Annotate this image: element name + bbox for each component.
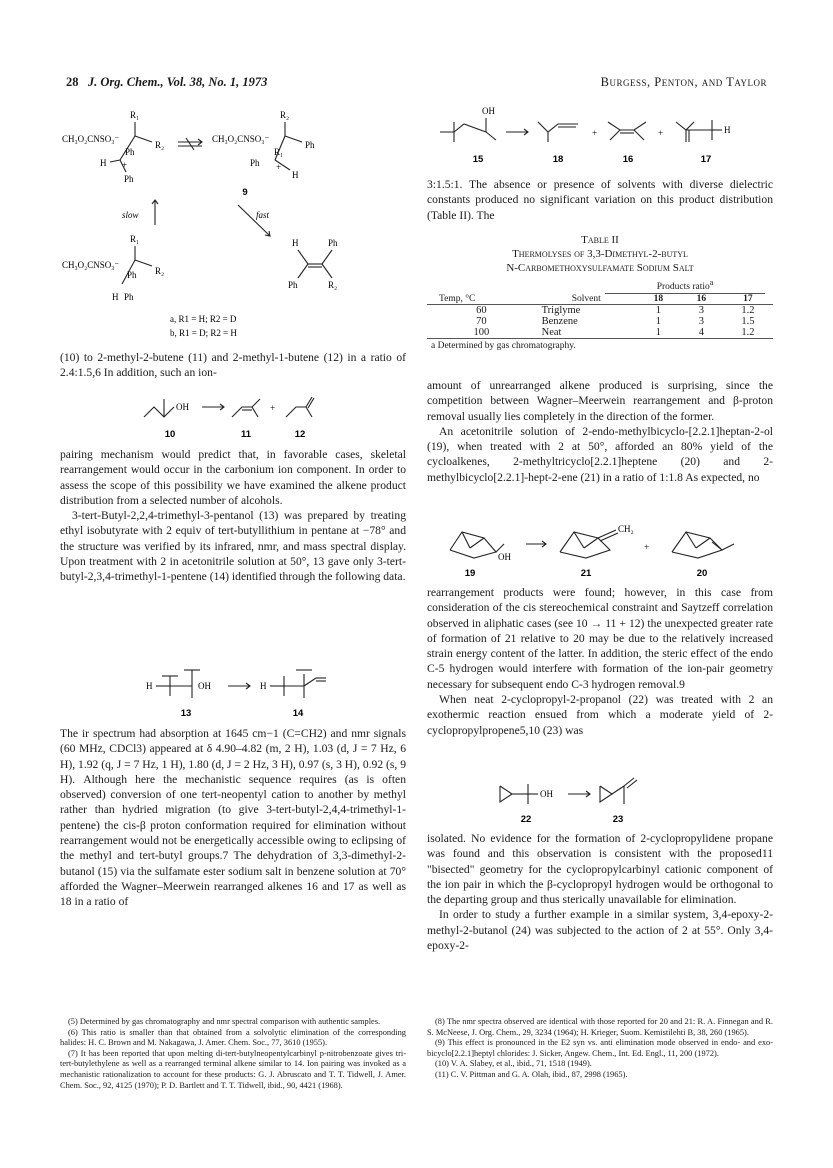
paragraph: An acetonitrile solution of 2-endo-methylbicyclo-[2.2.1]heptan-2-ol (19), when treated with 2 at 50°, afforded an 80% yield of the cycloalkenes, 2-methyltricyclo[2.2.1]heptene (20) and 2-methylbicyclo[2.2.1]-hept-2-ene (21) in a ratio of 1:1.8 As expected, no — [427, 424, 773, 484]
svg-text:OH: OH — [498, 552, 511, 562]
svg-text:R₁: R₁ — [130, 110, 140, 120]
footnote: (10) V. A. Slabey, et al., ibid., 71, 1518 (1949). — [435, 1059, 592, 1069]
svg-text:R₂: R₂ — [155, 266, 165, 276]
journal-citation: J. Org. Chem., Vol. 38, No. 1, 1973 — [87, 75, 268, 89]
svg-text:Ph: Ph — [328, 238, 338, 248]
paragraph: (10) to 2-methyl-2-butene (11) and 2-methyl-1-butene (12) in a ratio of 2.4:1.5,6 In addition, such an ion- — [60, 351, 406, 380]
compound-label-9: 9 — [242, 187, 248, 198]
svg-text:CH₂: CH₂ — [618, 524, 634, 534]
svg-text:R₁: R₁ — [130, 234, 140, 244]
paragraph: pairing mechanism would predict that, in favorable cases, skeletal rearrangement would occur in the carbonium ion component. In order to assess the scope of this possibility we have examined the alkene product distribution from a selected number of alcohols. — [60, 448, 406, 507]
page-number: 28 — [66, 75, 79, 89]
svg-text:Ph: Ph — [124, 292, 134, 302]
footnote: (11) C. V. Pittman and G. A. Olah, ibid., 87, 2998 (1965). — [435, 1069, 628, 1079]
paragraph: In order to study a further example in a similar system, 3,4-epoxy-2-methyl-2-butanol (24) was subjected to the action of 2 at 55°. Only 3,4-epoxy-2- — [427, 908, 773, 953]
svg-text:Ph: Ph — [305, 140, 315, 150]
svg-text:Ph: Ph — [125, 147, 135, 157]
svg-text:H: H — [724, 125, 731, 135]
svg-text:Ph: Ph — [124, 174, 134, 184]
table-footnote: a Determined by gas chromatography. — [431, 341, 576, 352]
scheme-13-to-14 — [140, 660, 360, 720]
col-header-solvent: Solvent — [571, 294, 601, 305]
footnote: (7) It has been reported that upon melting di-tert-butylneopentylcarbinyl p-nitrobenzoate gives tri-tert-butylethylene as well as a rearranged terminal alkene similar to 14. Ion pairing was invoked as a mechanistic rationalization to account for these products: G. J. Abruscato and T. T. Tidwell, J. Amer. Chem. Soc., 92, 4125 (1970); P. D. Bartlett and T. T. Tidwell, ibid., 90, 4421 (1968). — [60, 1048, 406, 1090]
right-column-body-3 — [427, 831, 773, 953]
svg-text:Ph: Ph — [250, 158, 260, 168]
footnote: (6) This ratio is smaller than that obtained from a solvolytic elimination of the corresponding halides: H. C. Brown and M. Nakagawa, J. Amer. Chem. Soc., 77, 3610 (1955). — [60, 1027, 406, 1048]
compound-label-20: 20 — [696, 568, 708, 578]
compound-label-14: 14 — [292, 708, 304, 719]
svg-text:+: + — [270, 403, 276, 413]
footnote: (9) This effect is pronounced in the E2 syn vs. anti elimination mode observed in endo- and exo-bicyclo[2.2.1]heptyl chlorides: J. Sicker, Angew. Chem., Int. Ed. Engl., 11, 200 (1972). — [427, 1038, 773, 1058]
svg-text:H: H — [292, 238, 299, 248]
left-column-body-2 — [60, 726, 406, 910]
paragraph: isolated. No evidence for the formation of 2-cyclopropylidene propane was found and this observation is consistent with the proposed11 "bisected" geometry for the cyclopropylcarbinyl cationic component of the ion pair in which the β-cyclopropyl hydrogen would be orthogonal to the departing group and thus sterically unavailable for elimination. — [427, 832, 773, 907]
svg-text:R₂: R₂ — [328, 280, 338, 290]
col-header-17: 17 — [743, 294, 753, 305]
svg-text:Ph: Ph — [127, 270, 137, 280]
svg-text:CH₃O₂CNSO₃⁻: CH₃O₂CNSO₃⁻ — [212, 134, 270, 144]
svg-text:H: H — [112, 292, 119, 302]
svg-text:+: + — [276, 162, 282, 172]
paragraph: When neat 2-cyclopropyl-2-propanol (22) was treated with 2 an exothermic reaction ensued from which a moderate yield of 2-cyclopropylpropene5,10 (23) was — [427, 693, 773, 737]
scheme-19-to-21-20 — [440, 510, 770, 578]
svg-text:Ph: Ph — [288, 280, 298, 290]
col-header-18: 18 — [653, 294, 664, 305]
footnote: (8) The nmr spectra observed are identical with those reported for 20 and 21: R. A. Finnegan and R. S. McNeese, J. Org. Chem., 29, 3234 (1964); H. Krieger, Suom. Kemistilehti B, 38, 260 (1965). — [427, 1017, 773, 1037]
legend-a: a, R1 = H; R2 = D — [170, 314, 237, 324]
svg-text:H: H — [146, 681, 153, 691]
svg-text:R₂: R₂ — [155, 140, 165, 150]
svg-text:H: H — [292, 170, 299, 180]
svg-text:OH: OH — [176, 402, 189, 412]
svg-text:OH: OH — [198, 681, 211, 691]
table-row: 70 Benzene 1 3 1.5 — [476, 316, 755, 328]
scheme-ion-pair-mechanism — [60, 100, 390, 345]
svg-text:H: H — [260, 681, 267, 691]
slow-label: slow — [122, 210, 139, 220]
left-column — [60, 350, 406, 381]
table-row: 60 Triglyme 1 3 1.2 — [476, 305, 755, 317]
compound-label-23: 23 — [612, 814, 624, 825]
right-column-body-2 — [427, 585, 773, 738]
right-column-body — [427, 378, 773, 485]
table-title-line2: N-Carbomethoxysulfamate Sodium Salt — [506, 262, 694, 274]
compound-label-18: 18 — [552, 154, 564, 165]
paragraph: 3:1.5:1. The absence or presence of solvents with diverse dielectric constants produced no significant variation on this product distribution (Table II). The — [427, 178, 773, 222]
svg-text:+: + — [122, 160, 128, 170]
svg-text:OH: OH — [482, 106, 495, 116]
svg-text:R₁: R₁ — [274, 147, 284, 157]
svg-text:+: + — [644, 542, 650, 552]
scheme-10-to-11-12 — [140, 385, 360, 443]
running-authors: Burgess, Penton, and Taylor — [600, 75, 767, 89]
compound-label-13: 13 — [180, 708, 192, 719]
table-ii: Table II Thermolyses of 3,3-Dimethyl-2-butyl N-Carbomethoxysulfamate Sodium Salt Products ratio$^a$ Temp, °C Solvent 18 16 17 60 Triglyme 1 3 1.2 70 Benzene 1 3 1.5 100 Neat 1 4 1.2 a Determined by gas chromatography. — [427, 233, 773, 351]
table-ii-grid — [427, 294, 773, 339]
compound-label-19: 19 — [464, 568, 476, 578]
svg-text:+: + — [658, 128, 664, 138]
paragraph: The ir spectrum had absorption at 1645 cm−1 (C=CH2) and nmr signals (60 MHz, CDCl3) appeared at δ 4.90–4.82 (m, 2 H), 1.03 (d, J = 7 Hz, 6 H), 1.92 (q, J = 7 Hz, 1 H), 1.80 (d, J = 2 Hz, 3 H), 0.97 (s, 3 H), 0.92 (s, 9 H). Although here the mechanistic sequence requires (as is often observed) conversion of one tert-neopentyl cation to another by methyl rather than hydried migration (to give 3-tert-butyl-2,4,4-trimethyl-1-pentene) the cis-β proton conformation required for elimination without rearrangement would not be energetically accessible owing to eclipsing of the methyl and tert-butyl groups.7 The dehydration of 3,3-dimethyl-2-butanol (15) via the sulfamate ester sodium salt in benzene solution at 70° afforded the Wagner–Meerwein rearranged alkenes 16 and 17 as well as 18 in a ratio of — [60, 727, 406, 909]
compound-label-12: 12 — [294, 429, 306, 440]
compound-label-21: 21 — [580, 568, 592, 578]
svg-text:+: + — [592, 128, 598, 138]
compound-label-10: 10 — [164, 429, 176, 440]
svg-text:H: H — [100, 158, 107, 168]
table-label: Table II — [581, 234, 619, 246]
scheme-22-to-23 — [490, 768, 710, 826]
compound-label-22: 22 — [520, 814, 532, 825]
paragraph: amount of unrearranged alkene produced is surprising, since the competition between Wagner–Meerwein rearrangement and β-proton removal usually lies completely in the direction of the former. — [427, 379, 773, 423]
compound-label-17: 17 — [700, 154, 712, 165]
fast-label: fast — [256, 210, 270, 220]
right-column-intro — [427, 177, 773, 223]
svg-text:CH₃O₂CNSO₃⁻: CH₃O₂CNSO₃⁻ — [62, 260, 120, 270]
svg-text:OH: OH — [540, 789, 553, 799]
svg-text:R₂: R₂ — [280, 110, 290, 120]
left-column-body — [60, 447, 406, 585]
table-row: 100 Neat 1 4 1.2 — [427, 327, 773, 339]
paragraph: 3-tert-Butyl-2,2,4-trimethyl-3-pentanol (13) was prepared by treating ethyl isobutyrate with 2 equiv of tert-butyllithium in pentane at −78° and the structure was verified by its infrared, nmr, and mass spectral display. Upon treatment with 2 in acetonitrile solution at 50°, 13 gave only 3-tert-butyl-2,3,4-trimethyl-1-pentene (14) identified through the following data. — [60, 509, 406, 584]
legend-b: b, R1 = D; R2 = H — [170, 328, 237, 338]
left-footnotes — [60, 1017, 406, 1091]
svg-text:CH₃O₂CNSO₃⁻: CH₃O₂CNSO₃⁻ — [62, 134, 120, 144]
compound-label-15: 15 — [472, 154, 484, 165]
col-header-temp: Temp, °C — [439, 294, 476, 305]
scheme-15-to-18-16-17 — [430, 100, 776, 175]
paragraph: rearrangement products were found; however, in this case from consideration of the cis stereochemical constraint and Saytzeff correlation observed in aliphatic cases (see 10 → 11 + 12) the unexpected greater rate of formation of 21 relative to 20 may be due to the relatively increased strain energy content of the latter. In addition, the steric effect of the endo C-5 hydrogen would interfere with formation of the ion-pair geometry necessary for subsequent endo C-3 hydrogen removal.9 — [427, 586, 773, 691]
footnote: (5) Determined by gas chromatography and nmr spectral comparison with authentic samples. — [68, 1017, 381, 1026]
right-footnotes — [427, 1017, 773, 1081]
table-title-line1: Thermolyses of 3,3-Dimethyl-2-butyl — [512, 248, 688, 260]
col-header-16: 16 — [696, 294, 707, 305]
page-header-left — [66, 75, 267, 90]
compound-label-16: 16 — [622, 154, 634, 165]
compound-label-11: 11 — [240, 429, 252, 440]
products-ratio-header: Products ratio — [656, 282, 710, 293]
